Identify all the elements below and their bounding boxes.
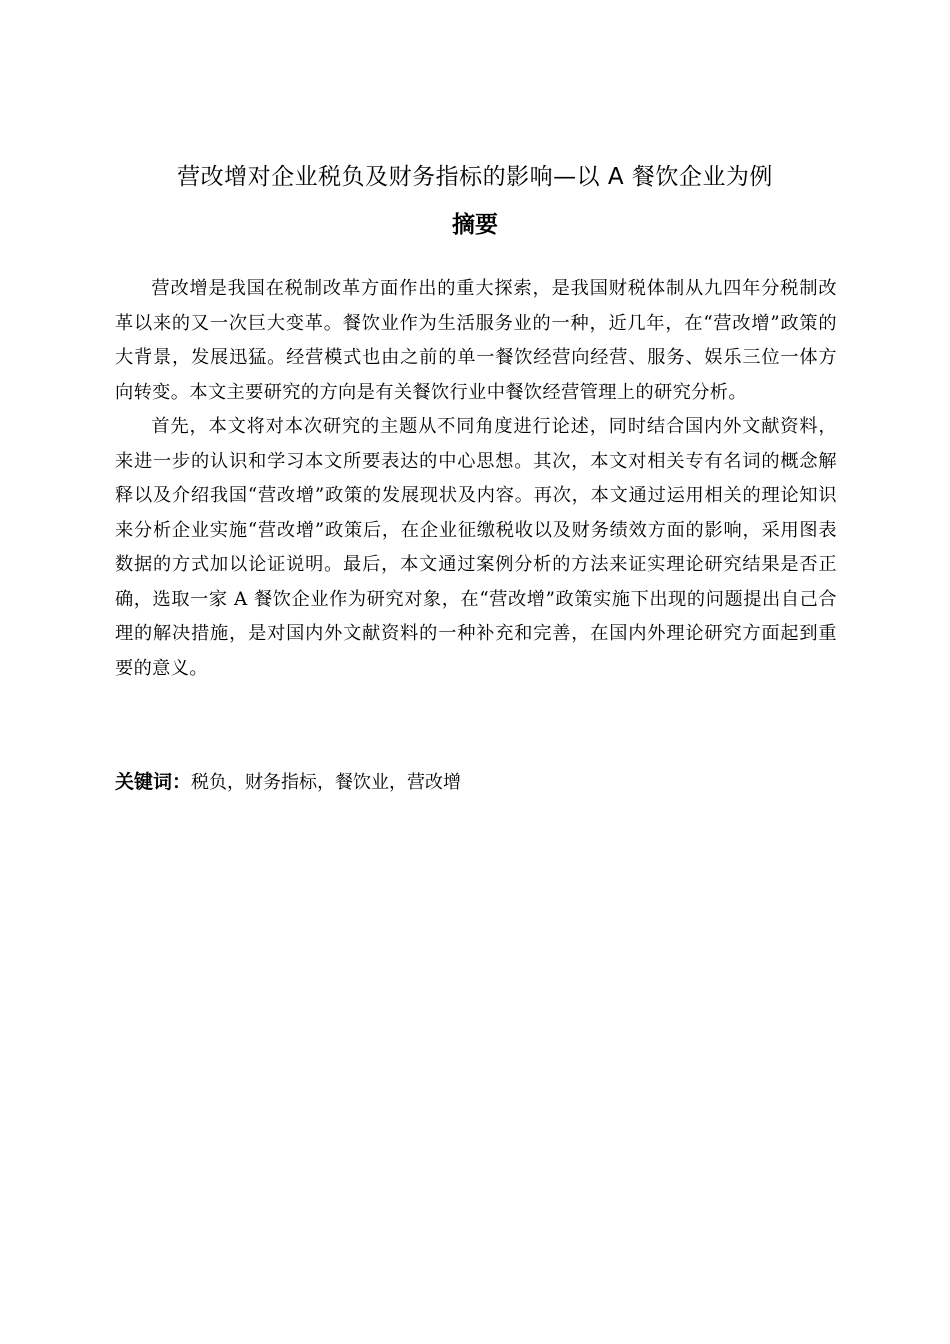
document-title: 营改增对企业税负及财务指标的影响—以 A 餐饮企业为例: [177, 164, 773, 190]
abstract-heading: 摘要: [452, 212, 498, 238]
keywords-line: [115, 765, 837, 800]
keywords-label: 关键词：: [115, 771, 192, 793]
abstract-paragraph-1: 营改增是我国在税制改革方面作出的重大探索，是我国财税体制从九四年分税制改革以来的又一次巨大变革。餐饮业作为生活服务业的一种，近几年，在“营改增”政策的大背景，发展迅猛。经营模式也由之前的单一餐饮经营向经营、服务、娱乐三位一体方向转变。本文主要研究的方向是有关餐饮行业中餐饮经营管理上的研究分析。: [115, 278, 837, 403]
abstract-body: [115, 272, 837, 686]
keywords-text: 税负，财务指标，餐饮业，营改增: [191, 772, 462, 793]
abstract-paragraph-2: 首先，本文将对本次研究的主题从不同角度进行论述，同时结合国内外文献资料，来进一步的认识和学习本文所要表达的中心思想。其次，本文对相关专有名词的概念解释以及介绍我国“营改增”政策的发展现状及内容。再次，本文通过运用相关的理论知识来分析企业实施“营改增”政策后，在企业征缴税收以及财务绩效方面的影响，采用图表数据的方式加以论证说明。最后，本文通过案例分析的方法来证实理论研究结果是否正确，选取一家 A 餐饮企业作为研究对象，在“营改增”政策实施下出现的问题提出自己合理的解决措施，是对国内外文献资料的一种补充和完善，在国内外理论研究方面起到重要的意义。: [115, 416, 837, 679]
